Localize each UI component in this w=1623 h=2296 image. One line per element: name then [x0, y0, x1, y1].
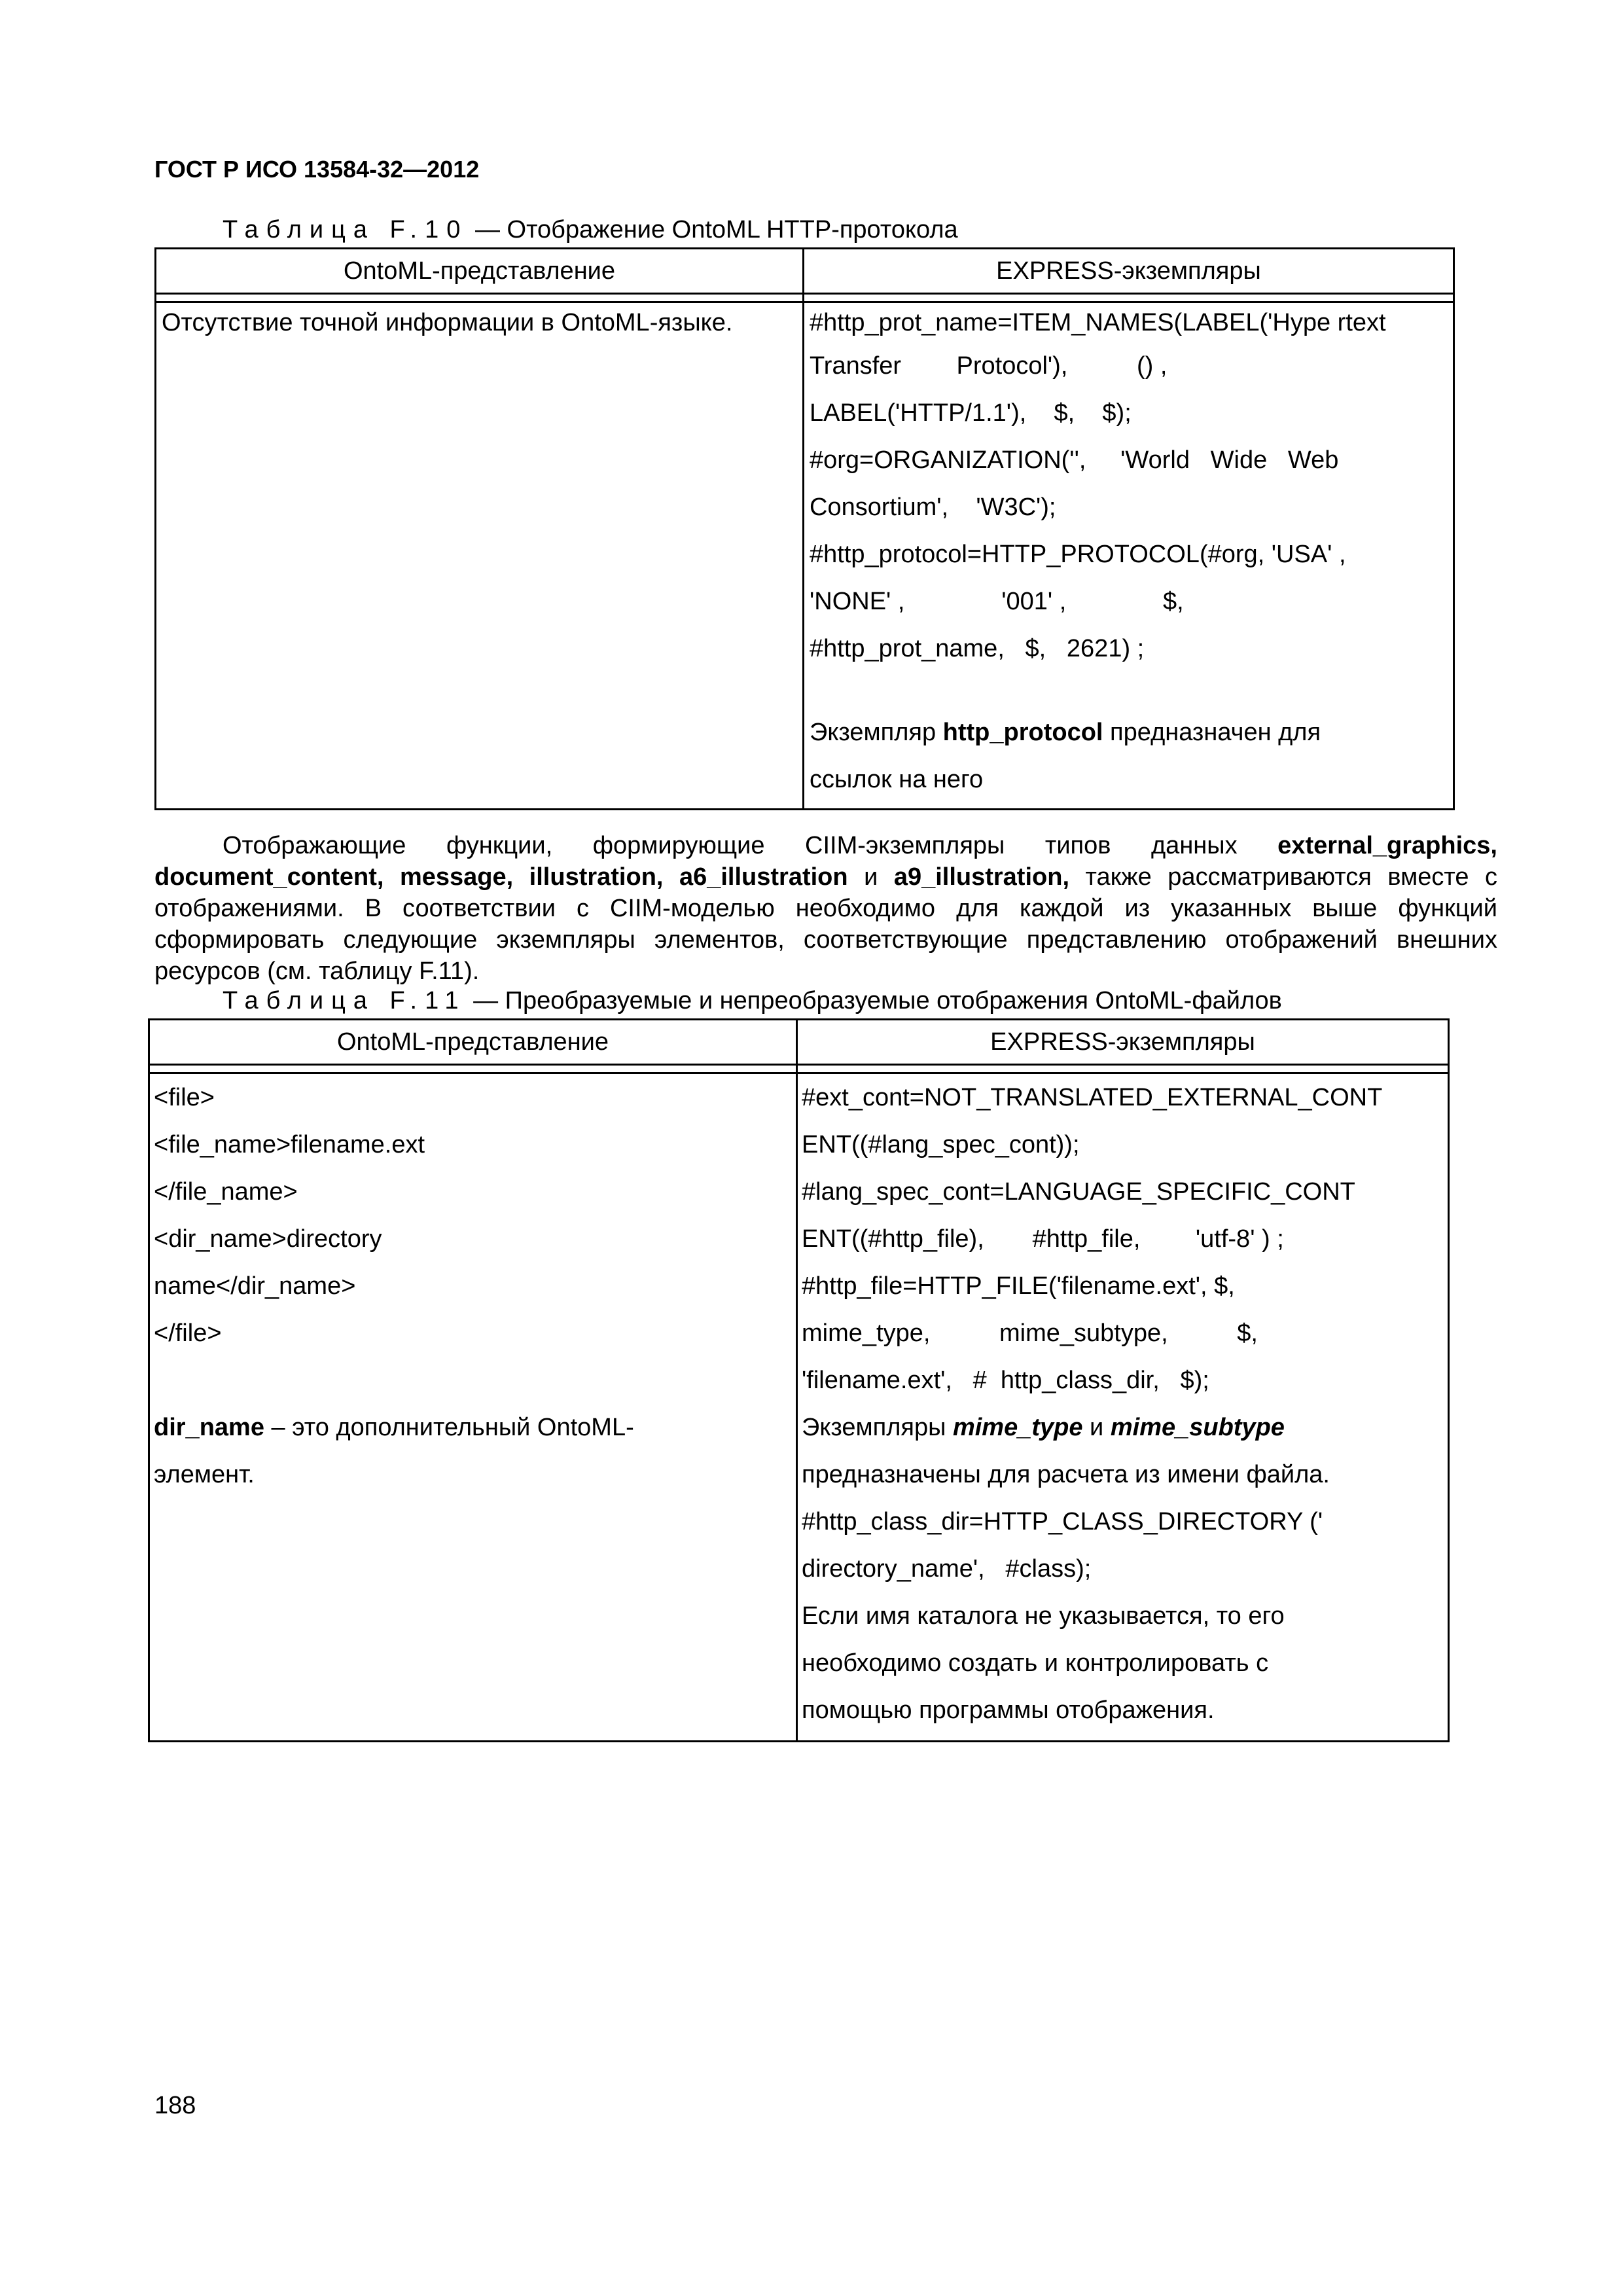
- code-line: #http_protocol=HTTP_PROTOCOL(#org, 'USA' ,: [810, 541, 1346, 568]
- spacer: [810, 672, 1448, 709]
- inst-bold-2: mime_subtype: [1110, 1414, 1285, 1441]
- table-f11-ontoml-cell: [149, 1073, 797, 1742]
- inst-prefix: Экземпляры: [802, 1414, 953, 1441]
- body-paragraph: [154, 830, 1497, 987]
- para-text-2: и: [847, 863, 894, 891]
- code-line: ENT((#lang_spec_cont));: [802, 1131, 1080, 1158]
- code-line: 'NONE' , '001' , $,: [810, 588, 1184, 615]
- code-line: #ext_cont=NOT_TRANSLATED_EXTERNAL_CONT: [802, 1084, 1383, 1111]
- code-line: помощью программы отображения.: [802, 1696, 1215, 1724]
- note-suffix: предназначен для: [1103, 719, 1321, 746]
- page-number: 188: [154, 2092, 196, 2119]
- table-f10-caption-prefix: Таблица F.10: [223, 216, 469, 243]
- left-note-rest: – это дополнительный OntoML-: [264, 1414, 634, 1441]
- para-text-1: Отображающие функции, формирующие CIIM-экземпляры типов данных: [223, 832, 1278, 859]
- table-f10-left-text: Отсутствие точной информации в OntoML-языке.: [162, 309, 733, 336]
- code-line: #http_class_dir=HTTP_CLASS_DIRECTORY (': [802, 1508, 1323, 1535]
- table-f11-caption: [223, 987, 1282, 1015]
- code-line: #http_prot_name=ITEM_NAMES(LABEL('Hype rtext: [810, 309, 1386, 336]
- table-f11-caption-prefix: Таблица F.11: [223, 987, 467, 1014]
- table-f11-caption-title: — Преобразуемые и непреобразуемые отображения OntoML-файлов: [466, 987, 1282, 1014]
- code-line: 'filename.ext', # http_class_dir, $);: [802, 1367, 1209, 1394]
- para-bold-1: external_graphics, document_content, message, illustration, a6_illustration: [154, 832, 1497, 891]
- table-f11: [148, 1018, 1450, 1742]
- code-line: #http_file=HTTP_FILE('filename.ext', $,: [802, 1272, 1235, 1300]
- code-line: предназначены для расчета из имени файла.: [802, 1461, 1330, 1488]
- para-text-3: также рассматриваются вместе с отображениями. В соответствии с CIIM-моделью необходимо для каждой из указанных выше функций сформировать следующие экземпляры элементов, соответствующие представлению отображений внешних ресурсов (см. таблицу F.11).: [154, 863, 1497, 985]
- table-f11-express-cell: [797, 1073, 1449, 1742]
- code-line: #http_prot_name, $, 2621) ;: [810, 635, 1145, 662]
- table-f10-caption: [223, 216, 958, 244]
- inst-bold-1: mime_type: [952, 1414, 1083, 1441]
- table-f11-header-ontoml: OntoML-представление: [149, 1020, 797, 1065]
- table-f10: [154, 247, 1455, 810]
- table-f10-ontoml-cell: [156, 302, 804, 810]
- table-f10-note-line2: ссылок на него: [810, 766, 984, 793]
- xml-line: <file_name>filename.ext: [154, 1131, 425, 1158]
- code-line: Transfer Protocol'), () ,: [810, 352, 1168, 380]
- table-f10-caption-title: — Отображение OntoML HTTP-протокола: [468, 216, 958, 243]
- table-f10-note-line1: [810, 709, 1448, 756]
- code-line: #lang_spec_cont=LANGUAGE_SPECIFIC_CONT: [802, 1178, 1355, 1206]
- code-line: #org=ORGANIZATION('', 'World Wide Web: [810, 446, 1339, 474]
- code-line: ENT((#http_file), #http_file, 'utf-8' ) ;: [802, 1225, 1284, 1253]
- xml-line: </file>: [154, 1319, 222, 1347]
- code-line: необходимо создать и контролировать с: [802, 1649, 1269, 1677]
- xml-line: <file>: [154, 1084, 215, 1111]
- document-header: ГОСТ Р ИСО 13584-32—2012: [154, 156, 480, 183]
- xml-line: <dir_name>directory: [154, 1225, 382, 1253]
- code-line: directory_name', #class);: [802, 1555, 1092, 1583]
- code-line: Consortium', 'W3C');: [810, 493, 1056, 521]
- para-bold-2: a9_illustration,: [893, 863, 1070, 891]
- xml-line: name</dir_name>: [154, 1272, 356, 1300]
- xml-line: </file_name>: [154, 1178, 298, 1206]
- note-bold: http_protocol: [942, 719, 1103, 746]
- table-f11-header-express: EXPRESS-экземпляры: [797, 1020, 1449, 1065]
- table-f10-express-cell: [804, 302, 1454, 810]
- table-f11-left-note-line2: элемент.: [154, 1461, 255, 1488]
- code-line: mime_type, mime_subtype, $,: [802, 1319, 1258, 1347]
- note-prefix: Экземпляр: [810, 719, 943, 746]
- code-line: LABEL('HTTP/1.1'), $, $);: [810, 399, 1132, 427]
- code-line: Если имя каталога не указывается, то его: [802, 1602, 1285, 1630]
- instances-line: [802, 1404, 1442, 1451]
- spacer: [154, 1357, 791, 1404]
- left-note-bold: dir_name: [154, 1414, 264, 1441]
- table-f11-left-note: [154, 1404, 791, 1451]
- table-f10-header-express: EXPRESS-экземпляры: [804, 249, 1454, 294]
- table-f10-header-ontoml: OntoML-представление: [156, 249, 804, 294]
- inst-mid: и: [1082, 1414, 1111, 1441]
